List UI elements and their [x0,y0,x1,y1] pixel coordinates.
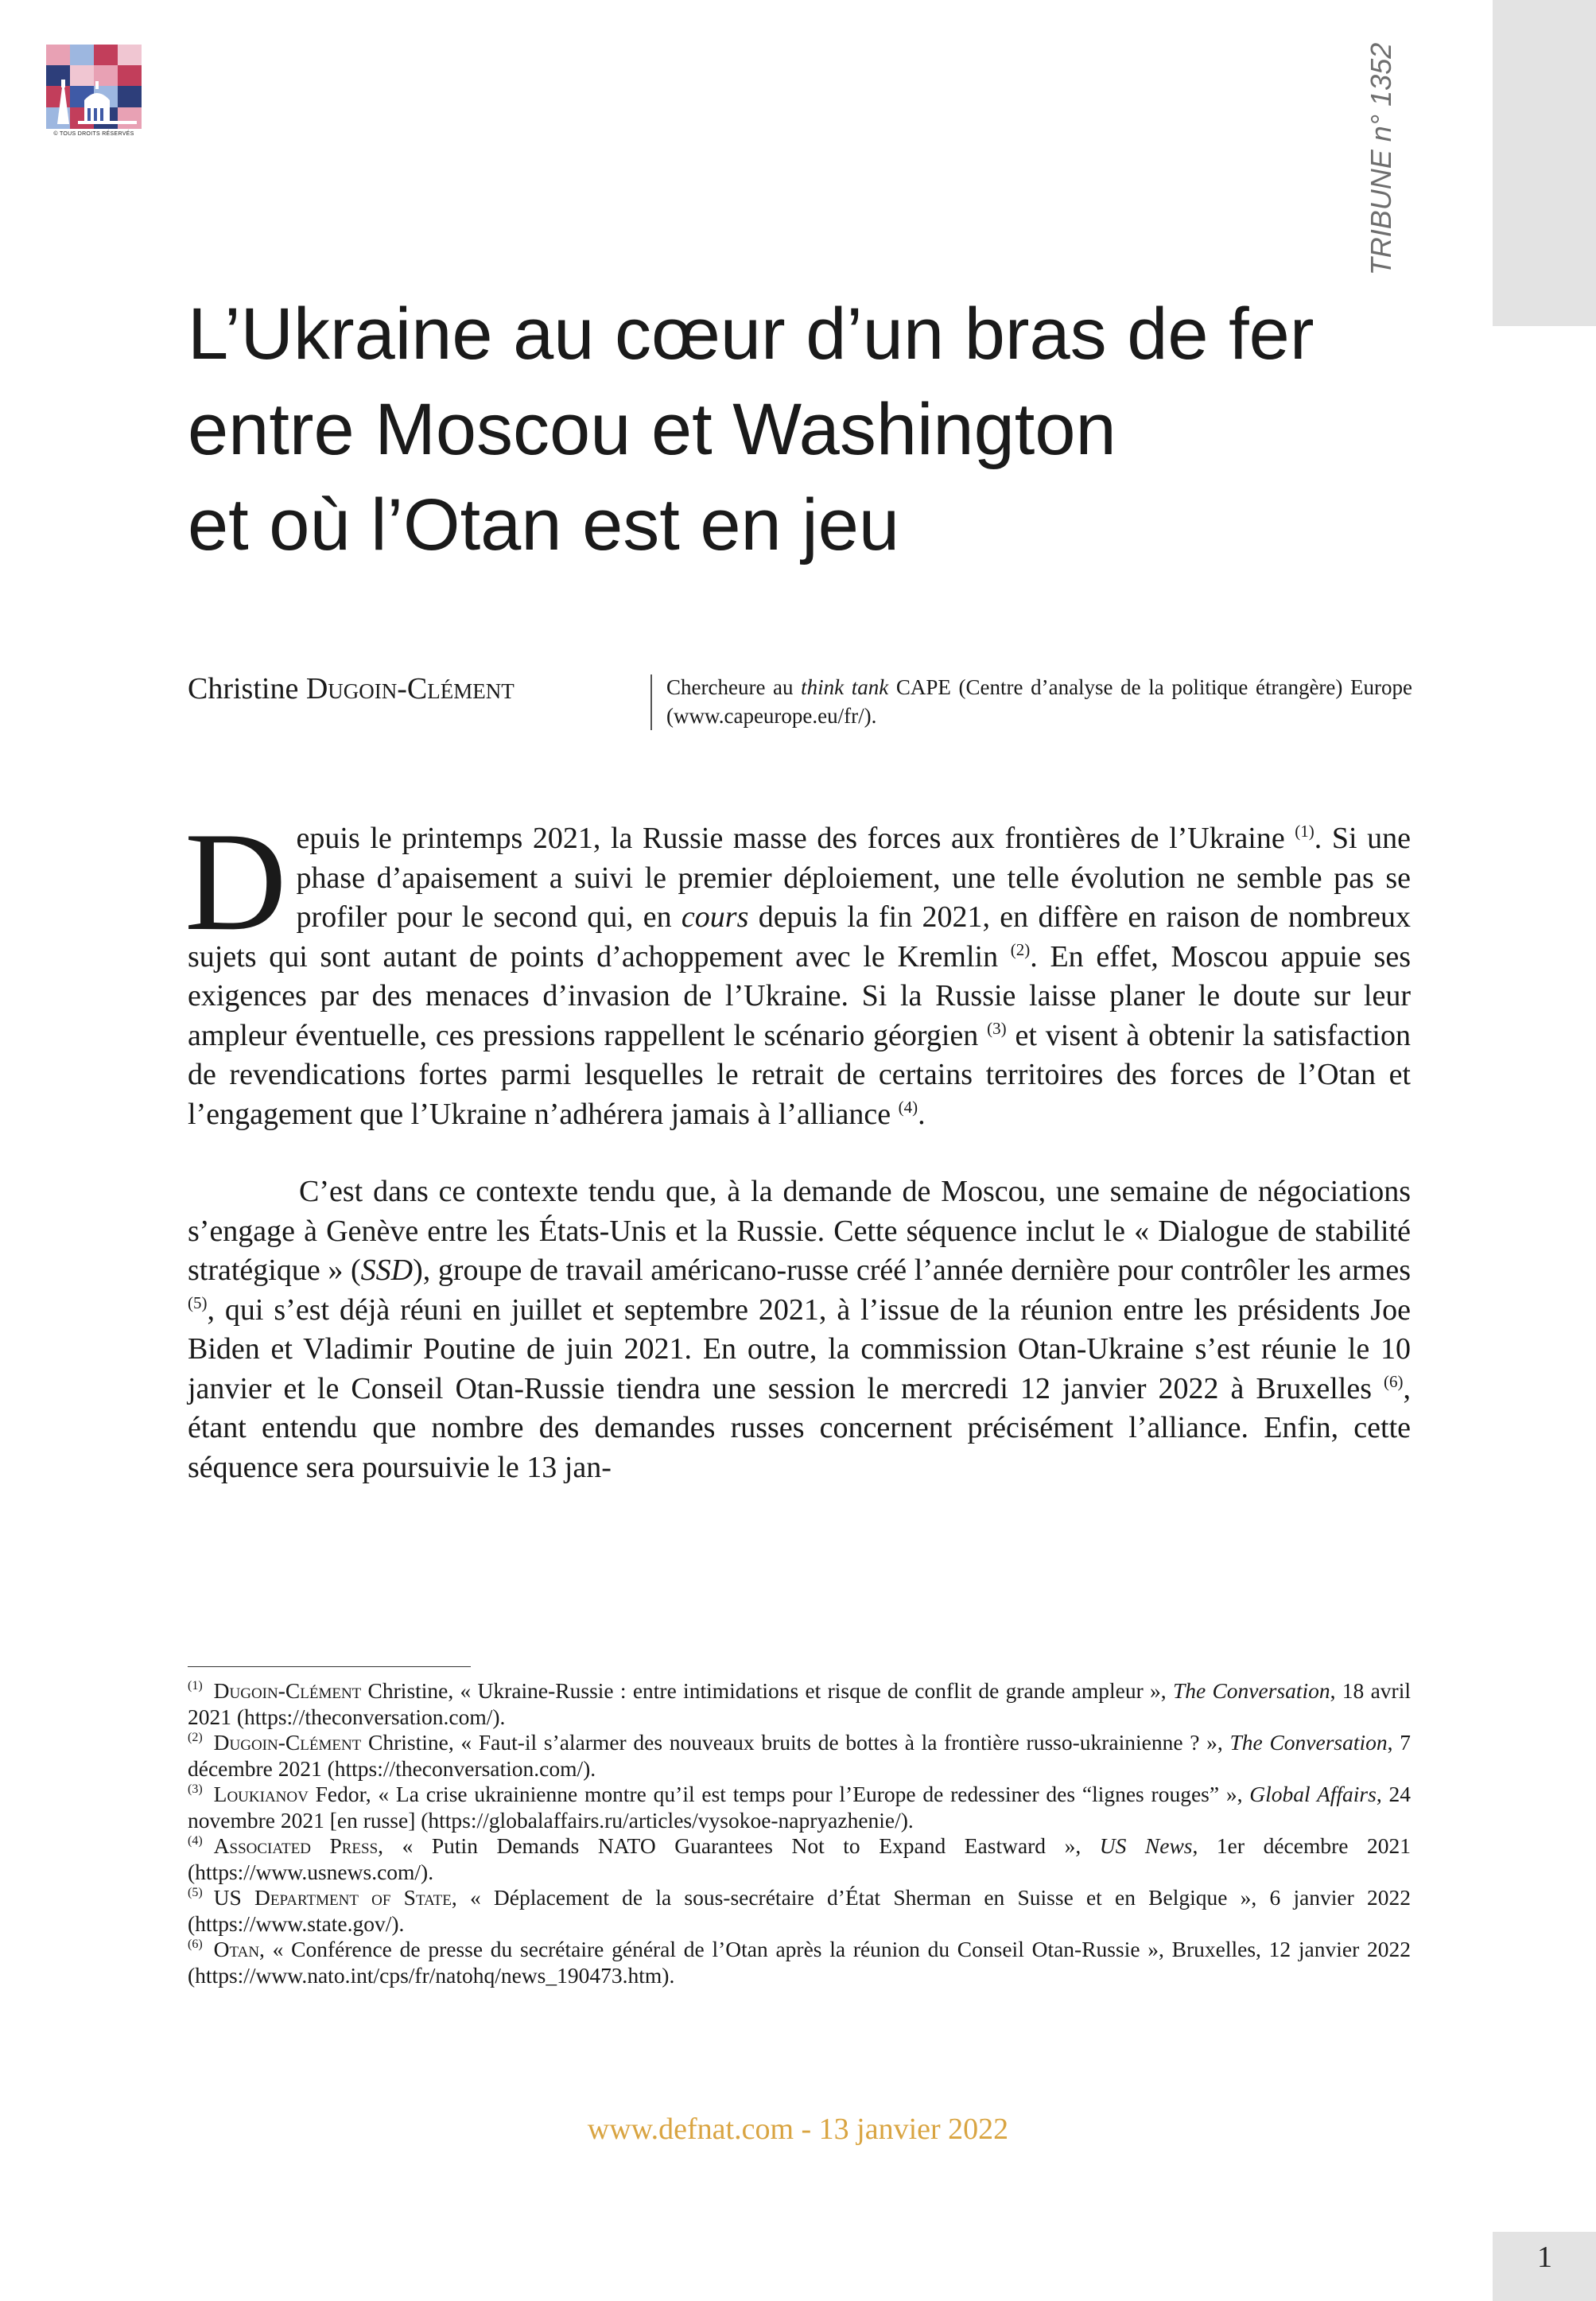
footnote-source: The Conversation [1172,1678,1330,1703]
footnote-ref-5[interactable]: (5) [188,1292,208,1312]
footnote-number: (1) [188,1679,203,1693]
logo-caption: © TOUS DROITS RÉSERVÉS [53,131,134,137]
footnote-author-rest: Christine [361,1678,449,1703]
publication-logo [46,45,142,138]
footnote-divider [188,1666,471,1667]
author-first-name: Christine [188,672,299,705]
page-number: 1 [1537,2241,1552,2274]
footnote-ref-4[interactable]: (4) [898,1097,918,1117]
footnote-ref-3[interactable]: (3) [987,1018,1007,1038]
footnote-author: Otan [213,1937,260,1961]
footnote-4 [188,1833,1411,1885]
logo-mosaic-icon [46,45,142,129]
paragraph-text: C’est dans ce contexte tendu que, à la demande de Moscou, une semaine de négociations s’engage à Genève entre les États-Unis et la Russie. Cette séquence inclut le « Dialogue de stabilité stratégique » ( [188,1175,1411,1287]
footnote-2 [188,1730,1411,1782]
paragraph-text: ), groupe de travail américano-russe créé l’année dernière pour contrôler les armes [413,1254,1411,1287]
footnote-number: (6) [188,1938,203,1951]
footnote-author: Associated Press [213,1833,379,1858]
author-name [188,668,515,709]
footnote-author-rest: Fedor [308,1782,366,1806]
paragraph-text: , étant entendu que nombre des demandes russes concernent précisément l’alliance. Enfin, cette séquence sera poursuivie le 13 jan- [188,1371,1411,1484]
paragraph-text: depuis la fin 2021, en diffère en raison de nombreux sujets qui sont autant de points d’achoppement avec le Kremlin [188,900,1411,974]
paragraph-1 [184,803,1412,1134]
footnote-author: US Department of State [213,1885,452,1910]
footnote-number: (5) [188,1886,203,1899]
footnote-text: , « La crise ukrainienne montre qu’il est temps pour l’Europe de redessiner des “lignes rouges” », [365,1782,1250,1806]
footnote-text: , « Faut-il s’alarmer des nouveaux bruits de bottes à la frontière russo-ukrainienne ? », [448,1730,1230,1755]
footnote-text: , « Putin Demands NATO Guarantees Not to Expand Eastward », [378,1833,1100,1858]
paragraph-text: , qui s’est déjà réuni en juillet et septembre 2021, à l’issue de la réunion entre les présidents Joe Biden et Vladimir Poutine de juin 2021. En outre, la commission Otan-Ukraine s’est réunie le 10 janvier et le Conseil Otan-Russie tiendra une session le mercredi 12 janvier 2022 à Bruxelles [188,1292,1411,1405]
side-tab [1493,0,1596,326]
paragraph-text: . En effet, Moscou appuie ses exigences par des menaces d’invasion de l’Ukraine. Si la Russie laisse planer le doute sur leur ampleur éventuelle, ces pressions rappellent le scénario géorgien [188,939,1411,1052]
tribune-label: TRIBUNE n° 1352 [1365,42,1397,276]
footnote-author: Loukianov [213,1782,309,1806]
paragraph-text: et visent à obtenir la satisfaction de revendications fortes parmi lesquelles le retrait de certains territoires des forces de l’Otan et l’engagement que l’Ukraine n’adhérera jamais à l’alliance [188,1018,1411,1131]
footer-site-date[interactable]: www.defnat.com - 13 janvier 2022 [587,2112,1009,2146]
author-divider [650,674,652,730]
paragraph-text: . Si une phase d’apaisement a suivi le premier déploiement, une telle évolution ne semble pas se profiler pour le second qui, en [296,822,1412,934]
footnote-source: US News [1099,1833,1193,1858]
footnote-tail[interactable]: , 7 décembre 2021 (https://theconversation.com/). [188,1730,1411,1781]
paragraph-2 [188,1172,1411,1487]
author-last-name: Dugoin-Clément [305,672,515,705]
footnote-ref-6[interactable]: (6) [1384,1371,1404,1391]
footnote-author-rest: Christine [361,1730,449,1755]
footnote-5 [188,1885,1411,1937]
footnote-ref-1[interactable]: (1) [1295,822,1314,841]
footnote-number: (4) [188,1834,203,1848]
title-line-1: L’Ukraine au cœur d’un bras de fer [188,293,1314,375]
footnote-tail[interactable]: , 24 novembre 2021 [en russe] (https://globalaffairs.ru/articles/vysokoe-napryazhenie/). [188,1782,1412,1833]
footnotes [188,1678,1411,1988]
article-body [184,803,1412,1487]
paragraph-emphasis: cours [681,900,749,934]
footnote-number: (3) [188,1782,203,1796]
footnote-6 [188,1937,1411,1988]
footnote-number: (2) [188,1731,203,1744]
footnote-ref-2[interactable]: (2) [1010,939,1031,959]
article-title [188,286,1460,573]
paragraph-text: epuis le printemps 2021, la Russie masse des forces aux frontières de l’Ukraine [296,822,1295,855]
footnote-text: , « Ukraine-Russie : entre intimidations et risque de conflit de grande ampleur », [448,1678,1173,1703]
footnote-tail[interactable]: , 1er décembre 2021 (https://www.usnews.com/). [188,1833,1411,1884]
title-line-3: et où l’Otan est en jeu [188,484,900,566]
paragraph-text: . [918,1097,926,1131]
paragraph-emphasis: SSD [360,1254,414,1287]
author-block [188,668,1412,740]
title-line-2: entre Moscou et Washington [188,389,1116,470]
affiliation-emphasis: think tank [801,675,889,699]
footnote-author: Dugoin-Clément [213,1678,362,1703]
footnote-text[interactable]: , « Conférence de presse du secrétaire général de l’Otan après la réunion du Conseil Otan-Russie », Bruxelles, 12 janvier 2022 (https://www.nato.int/cps/fr/natohq/news_190473.htm). [188,1937,1411,1988]
footnote-text[interactable]: , « Déplacement de la sous-secrétaire d’État Sherman en Suisse et en Belgique », 6 janvier 2022 (https://www.state.gov/). [188,1885,1411,1936]
footnote-source: Global Affairs [1249,1782,1377,1806]
footnote-source: The Conversation [1229,1730,1388,1755]
affiliation-text-rest: CAPE (Centre d’analyse de la politique étrangère) Europe (www.capeurope.eu/fr/). [666,675,1412,728]
footnote-3 [188,1782,1411,1833]
footnote-author: Dugoin-Clément [213,1730,362,1755]
footnote-tail[interactable]: , 18 avril 2021 (https://theconversation.com/). [188,1678,1411,1729]
affiliation-text: Chercheure au [666,675,802,699]
footnote-1 [188,1678,1411,1730]
author-affiliation [666,673,1412,730]
drop-cap: D [184,803,287,960]
